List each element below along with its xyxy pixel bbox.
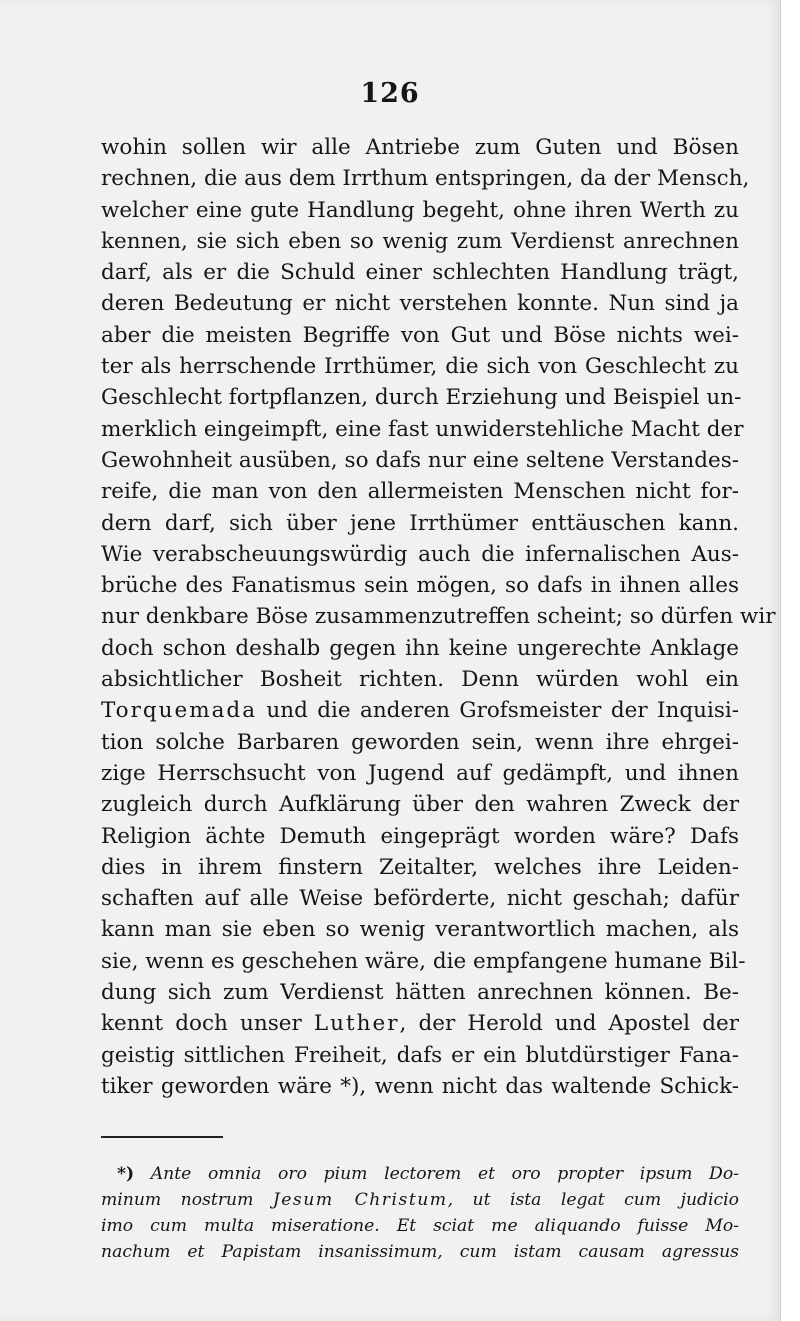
text-line: darf, als er die Schuld einer schlechten Handlung trägt, (101, 260, 739, 286)
footnote-divider (101, 1136, 223, 1138)
footnote (101, 1161, 739, 1265)
text-line: rechnen, die aus dem Irrthum entspringen, da der Mensch, (101, 166, 750, 192)
text-line: dies in ihrem finstern Zeitalter, welches ihre Leiden- (101, 854, 739, 880)
text-line: tion solche Barbaren geworden sein, wenn ihre ehrgei- (101, 729, 739, 755)
footnote-marker: *) (117, 1164, 135, 1184)
text-line: kennen, sie sich eben so wenig zum Verdienst anrechnen (101, 228, 739, 254)
page-number: 126 (360, 78, 420, 109)
text-line: zugleich durch Aufklärung über den wahren Zweck der (101, 792, 739, 818)
name-luther: Luther (313, 1011, 400, 1037)
text-line: ter als herrschende Irrthümer, die sich von Geschlecht zu (101, 354, 739, 380)
text-line: geistig sittlichen Freiheit, dafs er ein blutdürstiger Fana- (101, 1042, 739, 1068)
footnote-fragment: , ut ista legat cum judicio (447, 1190, 739, 1210)
text-line: nur denkbare Böse zusammenzutreffen scheint; so dürfen wir (101, 604, 776, 630)
text-line: schaften auf alle Weise beförderte, nicht geschah; dafür (101, 886, 739, 912)
text-fragment: kennt doch unser (101, 1011, 314, 1037)
footnote-fragment: minum nostrum (101, 1190, 273, 1210)
body-text (101, 132, 776, 1102)
footnote-line (101, 1187, 739, 1213)
text-line: deren Bedeutung er nicht verstehen konnte. Nun sind ja (101, 291, 739, 317)
text-line: dung sich zum Verdienst hätten anrechnen können. Be- (101, 980, 739, 1006)
text-line: sie, wenn es geschehen wäre, die empfangene humane Bil- (101, 948, 746, 974)
footnote-line: imo cum multa miseratione. Et sciat me aliquando fuisse Mo- (101, 1216, 739, 1236)
text-line: Wie verabscheuungswürdig auch die infernalischen Aus- (101, 541, 739, 567)
footnote-emphasis: Jesum Christum (272, 1190, 448, 1210)
text-fragment: , der Herold und Apostel der (399, 1011, 739, 1037)
text-line (101, 695, 739, 726)
text-line: merklich eingeimpft, eine fast unwiderstehliche Macht der (101, 416, 744, 442)
text-line: brüche des Fanatismus sein mögen, so dafs in ihnen alles (101, 573, 739, 599)
text-line: dern darf, sich über jene Irrthümer enttäuschen kann. (101, 510, 739, 536)
text-line: tiker geworden wäre *), wenn nicht das waltende Schick- (101, 1073, 739, 1099)
text-line: kann man sie eben so wenig verantwortlich machen, als (101, 917, 739, 943)
text-line: welcher eine gute Handlung begeht, ohne ihren Werth zu (101, 197, 739, 223)
footnote-line: nachum et Papistam insanissimum, cum istam causam agressus (101, 1242, 739, 1262)
text-line: Gewohnheit ausüben, so dafs nur eine seltene Verstandes- (101, 447, 739, 473)
text-line: Geschlecht fortpflanzen, durch Erziehung und Beispiel un- (101, 385, 742, 411)
text-line: zige Herrschsucht von Jugend auf gedämpft, und ihnen (101, 760, 739, 786)
footnote-fragment: Ante omnia oro pium lectorem et oro propter ipsum Do- (134, 1164, 739, 1184)
text-line: Religion ächte Demuth eingeprägt worden wäre? Dafs (101, 823, 739, 849)
text-line: wohin sollen wir alle Antriebe zum Guten und Bösen (101, 135, 739, 160)
text-line: doch schon deshalb gegen ihn keine ungerechte Anklage (101, 635, 739, 661)
text-fragment: und die anderen Grofsmeister der Inquisi- (257, 698, 739, 724)
text-line: reife, die man von den allermeisten Menschen nicht for- (101, 479, 739, 505)
text-line: aber die meisten Begriffe von Gut und Böse nichts wei- (101, 322, 739, 348)
footnote-line (101, 1161, 739, 1187)
text-line: absichtlicher Bosheit richten. Denn würden wohl ein (101, 667, 739, 693)
text-line (101, 1008, 739, 1039)
name-torquemada: Torquemada (101, 698, 258, 724)
